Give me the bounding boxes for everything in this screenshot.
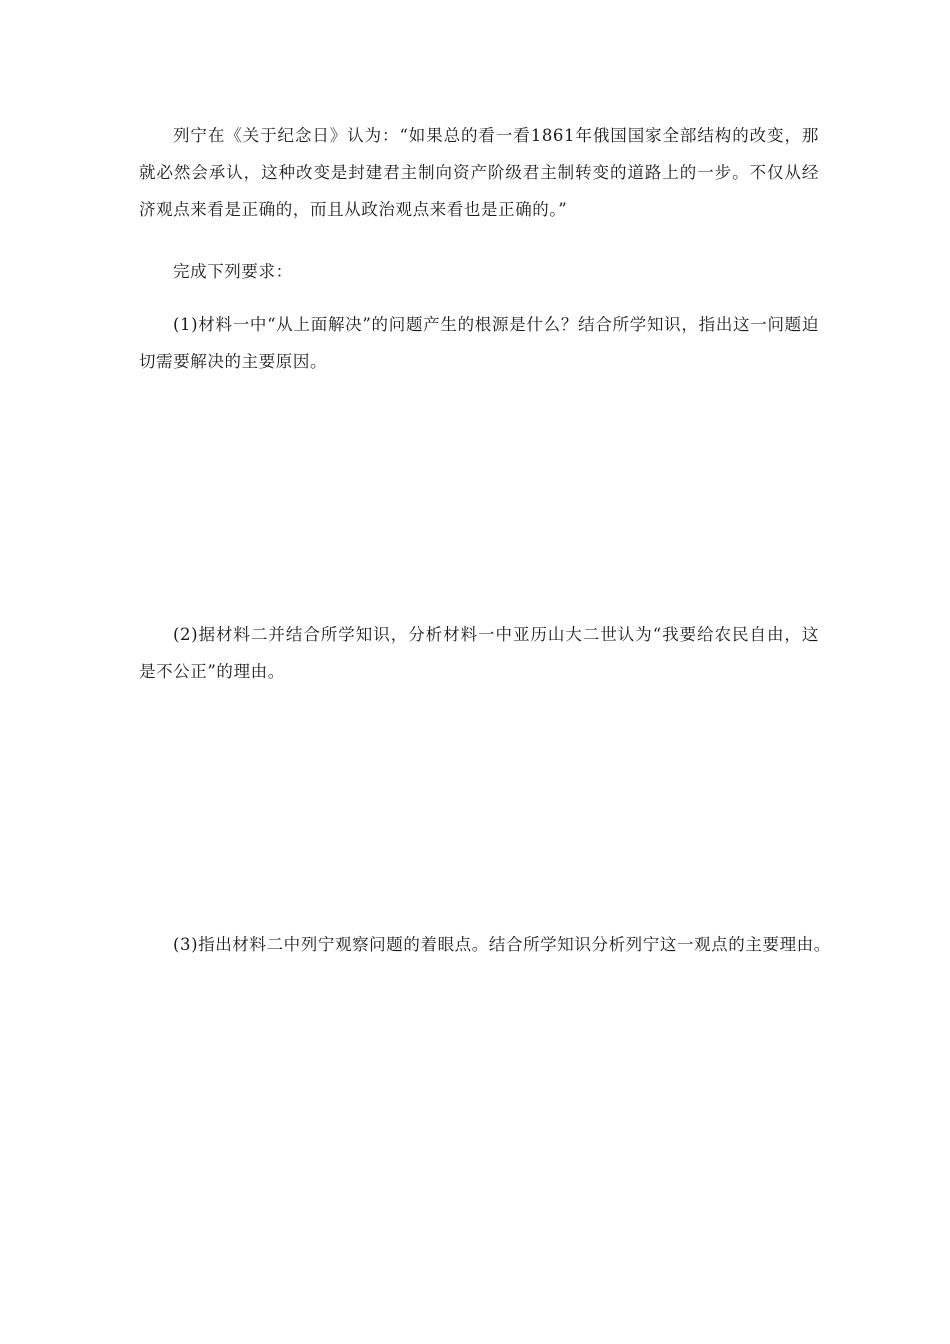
answer-space-3 <box>139 963 819 1293</box>
answer-space-1 <box>139 380 819 610</box>
material-quote-paragraph: 列宁在《关于纪念日》认为：“如果总的看一看1861年俄国国家全部结构的改变，那就必然会承认，这种改变是封建君主制向资产阶级君主制转变的道路上的一步。不仅从经济观点来看是正确的，而且从政治观点来看也是正确的。” <box>139 126 819 219</box>
question-2: (2)据材料二并结合所学知识，分析材料一中亚历山大二世认为“我要给农民自由，这是不公正”的理由。 <box>139 625 819 681</box>
answer-space-2 <box>139 690 819 920</box>
question-3: (3)指出材料二中列宁观察问题的着眼点。结合所学知识分析列宁这一观点的主要理由。 <box>173 935 831 954</box>
question-1: (1)材料一中“从上面解决”的问题产生的根源是什么？结合所学知识，指出这一问题迫切需要解决的主要原因。 <box>139 315 819 371</box>
instruction-text: 完成下列要求： <box>173 262 293 281</box>
